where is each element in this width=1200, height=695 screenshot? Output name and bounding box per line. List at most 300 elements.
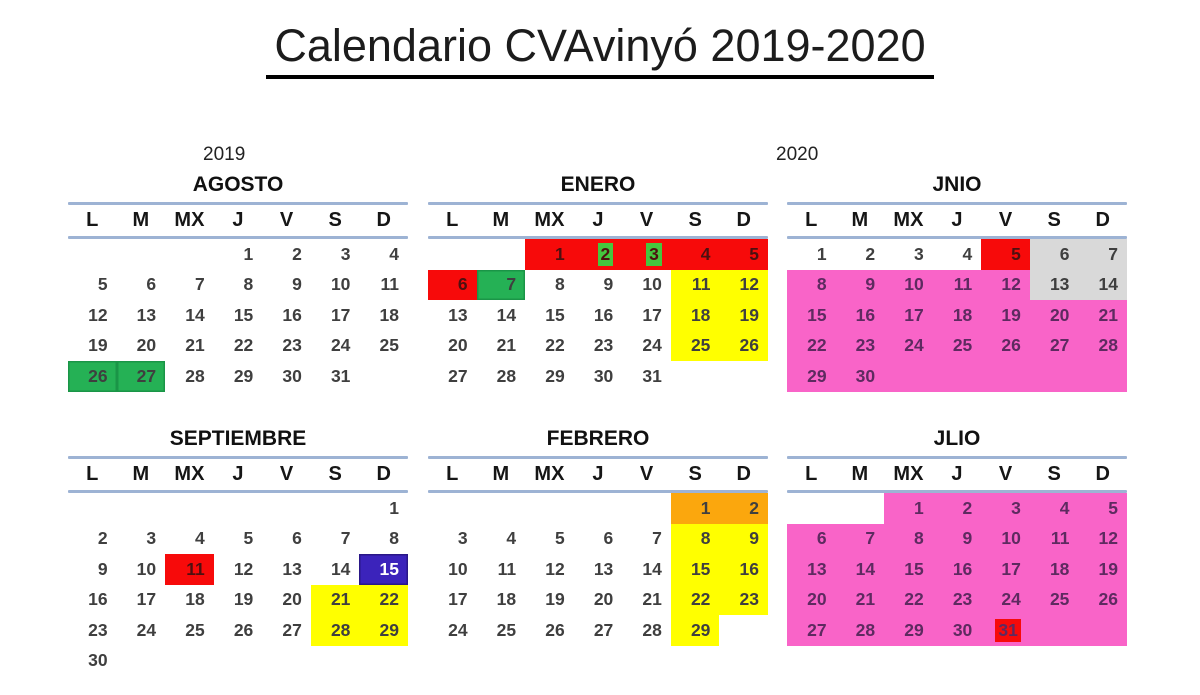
day-number: 24 (642, 335, 662, 355)
day-number: 15 (904, 558, 924, 579)
day-number: 5 (1108, 497, 1118, 518)
day-number: 23 (739, 589, 759, 609)
day-number: 27 (1049, 335, 1070, 355)
weekday-header: M (851, 209, 869, 231)
day-number: 23 (855, 335, 876, 355)
day-number: 1 (389, 497, 399, 518)
weekday-header: L (86, 463, 99, 485)
day-cell (214, 615, 263, 646)
day-number: 7 (506, 274, 517, 294)
day-number: 16 (593, 304, 614, 325)
day-cell (787, 615, 836, 646)
day-cell (981, 524, 1030, 555)
day-cell-empty (428, 493, 477, 524)
weekday-header: MX (534, 463, 565, 485)
day-cell (574, 270, 623, 301)
day-number: 17 (136, 589, 157, 609)
day-number: 5 (554, 528, 565, 548)
day-cell (836, 585, 885, 616)
day-cell (165, 524, 214, 555)
weekday-header: MX (534, 209, 565, 231)
day-cell (525, 300, 574, 331)
day-number: 29 (807, 365, 827, 386)
day-cell (1030, 270, 1079, 301)
day-cell (574, 585, 623, 616)
day-cell (719, 585, 768, 616)
day-cell (622, 585, 671, 616)
day-number: 11 (953, 274, 973, 294)
day-cell-empty (311, 493, 360, 524)
week-row (68, 361, 408, 392)
day-number: 22 (379, 589, 399, 609)
day-number: 2 (598, 243, 614, 267)
day-number: 10 (1001, 528, 1021, 548)
week-row (68, 270, 408, 301)
day-number: 25 (952, 335, 973, 355)
day-cell (311, 524, 360, 555)
weekday-header: S (328, 209, 342, 231)
day-number: 7 (340, 528, 351, 548)
weekday-header: S (1047, 209, 1061, 231)
day-cell-empty (981, 361, 1030, 392)
weekday-header-row (68, 459, 408, 490)
day-cell (311, 615, 360, 646)
week-row (428, 300, 768, 331)
weekday-header-row (787, 459, 1127, 490)
day-cell (787, 585, 836, 616)
day-cell (359, 239, 408, 270)
day-number: 21 (185, 335, 205, 355)
calendar-jlio (787, 426, 1127, 646)
weekday-header: S (328, 463, 342, 485)
day-cell (574, 361, 623, 392)
day-cell (981, 300, 1030, 331)
day-cell (836, 554, 885, 585)
day-cell (311, 361, 360, 392)
week-row (787, 493, 1127, 524)
day-cell (1078, 585, 1127, 616)
day-cell (311, 585, 360, 616)
day-cell (981, 493, 1030, 524)
day-cell (884, 331, 933, 362)
day-cell (477, 361, 526, 392)
day-cell (68, 554, 117, 585)
day-number: 3 (913, 243, 924, 264)
day-cell (574, 554, 623, 585)
day-number: 18 (185, 589, 205, 609)
day-cell (525, 361, 574, 392)
day-number: 25 (185, 619, 205, 640)
weekday-header-row (787, 205, 1127, 236)
day-number: 20 (593, 589, 614, 609)
day-number: 26 (1098, 589, 1118, 609)
day-cell (359, 554, 408, 585)
day-cell-empty (622, 493, 671, 524)
day-cell (787, 270, 836, 301)
day-cell (1030, 524, 1079, 555)
page-title-text: Calendario CVAvinyó 2019-2020 (266, 20, 933, 79)
day-number: 13 (807, 558, 827, 579)
day-number: 29 (379, 619, 399, 640)
day-cell (68, 270, 117, 301)
day-cell-empty (311, 646, 360, 677)
week-row (68, 331, 408, 362)
day-number: 21 (1098, 304, 1118, 325)
day-cell (1078, 270, 1127, 301)
day-cell (836, 270, 885, 301)
day-number: 22 (904, 589, 924, 609)
day-cell-empty (117, 493, 166, 524)
weekday-header-row (68, 205, 408, 236)
day-number: 8 (913, 528, 924, 548)
day-cell (68, 361, 117, 392)
day-number: 20 (1049, 304, 1070, 325)
day-cell-empty (477, 493, 526, 524)
day-cell (671, 300, 720, 331)
day-number: 13 (1049, 274, 1070, 294)
day-cell-empty (428, 239, 477, 270)
day-cell (428, 615, 477, 646)
day-number: 31 (995, 619, 1020, 643)
week-row (68, 646, 408, 677)
day-cell (262, 554, 311, 585)
day-number: 24 (136, 619, 157, 640)
weekday-header: J (232, 209, 244, 231)
weekday-header: L (86, 209, 99, 231)
day-number: 28 (642, 619, 662, 640)
day-number: 4 (700, 243, 711, 264)
day-cell-empty (671, 361, 720, 392)
calendar-enero (428, 172, 768, 392)
day-number: 4 (389, 243, 399, 264)
weekday-header: V (639, 463, 654, 485)
weekday-header: M (132, 463, 150, 485)
day-number: 15 (807, 304, 827, 325)
day-cell-empty (1030, 615, 1079, 646)
day-number: 9 (865, 274, 876, 294)
day-cell (262, 270, 311, 301)
day-number: 19 (233, 589, 254, 609)
day-number: 9 (97, 558, 108, 579)
day-cell (477, 270, 526, 301)
calendar-septiembre (68, 426, 408, 676)
day-cell (671, 615, 720, 646)
month-title: AGOSTO (192, 173, 284, 196)
weekday-header: S (1047, 463, 1061, 485)
day-cell (165, 270, 214, 301)
day-cell (165, 615, 214, 646)
weekday-header: J (592, 209, 604, 231)
day-cell-empty (719, 361, 768, 392)
day-number: 23 (952, 589, 973, 609)
day-number: 3 (457, 528, 468, 548)
day-number: 4 (1059, 497, 1070, 518)
day-number: 14 (642, 558, 662, 579)
day-number: 3 (146, 528, 157, 548)
day-cell (622, 361, 671, 392)
day-cell-empty (787, 493, 836, 524)
weekday-header: L (805, 463, 818, 485)
day-number: 24 (1001, 589, 1021, 609)
day-cell (68, 524, 117, 555)
day-number: 11 (380, 274, 399, 294)
day-number: 31 (642, 365, 662, 386)
weekday-header: S (688, 209, 702, 231)
day-number: 1 (700, 497, 711, 518)
day-cell (117, 554, 166, 585)
day-cell-empty (1030, 361, 1079, 392)
day-cell (262, 300, 311, 331)
day-number: 30 (88, 650, 108, 670)
weekday-header: M (132, 209, 150, 231)
day-cell (981, 331, 1030, 362)
day-cell (525, 615, 574, 646)
day-number: 9 (749, 528, 759, 548)
day-cell (117, 585, 166, 616)
weekday-header: M (851, 463, 869, 485)
day-cell (359, 493, 408, 524)
day-cell (68, 615, 117, 646)
day-cell (214, 300, 263, 331)
day-number: 3 (646, 243, 662, 267)
day-number: 23 (88, 619, 108, 640)
day-cell (981, 615, 1030, 646)
day-cell-empty (117, 239, 166, 270)
day-number: 8 (700, 528, 711, 548)
day-cell (311, 554, 360, 585)
day-number: 10 (642, 274, 662, 294)
day-cell (787, 239, 836, 270)
weekday-header-row (428, 459, 768, 490)
day-number: 25 (690, 335, 711, 355)
day-number: 21 (496, 335, 517, 355)
weekday-header: J (232, 463, 244, 485)
day-cell (719, 270, 768, 301)
day-cell (981, 239, 1030, 270)
day-cell (477, 331, 526, 362)
day-cell (165, 554, 214, 585)
day-cell-empty (574, 493, 623, 524)
day-cell (884, 554, 933, 585)
day-cell (214, 239, 263, 270)
day-number: 27 (136, 365, 157, 386)
day-number: 2 (962, 497, 973, 518)
day-number: 20 (282, 589, 302, 609)
day-cell (836, 361, 885, 392)
day-number: 7 (865, 528, 876, 548)
weekday-header: M (492, 463, 510, 485)
day-cell (1078, 524, 1127, 555)
day-cell (719, 493, 768, 524)
day-cell (787, 300, 836, 331)
weekday-header: M (492, 209, 510, 231)
day-number: 6 (603, 528, 614, 548)
day-cell (884, 493, 933, 524)
day-number: 15 (379, 558, 399, 579)
day-cell (933, 615, 982, 646)
day-cell (214, 554, 263, 585)
day-cell (214, 524, 263, 555)
day-number: 8 (554, 274, 565, 294)
week-row (428, 361, 768, 392)
day-cell (574, 300, 623, 331)
day-number: 22 (807, 335, 827, 355)
day-cell (165, 331, 214, 362)
day-cell (836, 331, 885, 362)
day-cell (933, 493, 982, 524)
day-cell (68, 646, 117, 677)
weekday-header: D (736, 463, 751, 485)
day-cell-empty (262, 646, 311, 677)
day-number: 26 (739, 335, 759, 355)
day-number: 27 (448, 365, 468, 386)
day-number: 28 (1098, 335, 1118, 355)
day-cell (836, 524, 885, 555)
week-row (787, 585, 1127, 616)
weekday-header: L (446, 463, 459, 485)
day-number: 11 (186, 558, 205, 579)
day-number: 30 (282, 365, 302, 386)
day-number: 16 (952, 558, 973, 579)
week-row (68, 300, 408, 331)
week-row (68, 554, 408, 585)
day-number: 15 (545, 304, 565, 325)
day-cell-empty (477, 239, 526, 270)
day-cell (428, 300, 477, 331)
day-number: 26 (545, 619, 565, 640)
day-cell (359, 300, 408, 331)
day-cell (428, 554, 477, 585)
day-cell (719, 239, 768, 270)
day-cell (525, 554, 574, 585)
day-cell (1078, 331, 1127, 362)
day-number: 10 (330, 274, 351, 294)
day-cell (477, 300, 526, 331)
day-cell (933, 270, 982, 301)
weekday-header: MX (893, 463, 924, 485)
day-number: 22 (690, 589, 711, 609)
day-cell (68, 331, 117, 362)
day-cell (884, 300, 933, 331)
day-cell (359, 524, 408, 555)
day-cell (428, 270, 477, 301)
day-cell (311, 300, 360, 331)
day-cell (1030, 493, 1079, 524)
calendar-agosto (68, 172, 408, 392)
day-number: 24 (448, 619, 468, 640)
day-cell (719, 300, 768, 331)
day-cell (262, 331, 311, 362)
day-cell (165, 585, 214, 616)
weekday-header: MX (893, 209, 924, 231)
day-cell (622, 270, 671, 301)
day-number: 18 (1049, 558, 1070, 579)
day-cell (981, 270, 1030, 301)
day-number: 21 (330, 589, 351, 609)
day-cell-empty (165, 493, 214, 524)
week-row (787, 331, 1127, 362)
day-cell (884, 524, 933, 555)
day-cell (884, 239, 933, 270)
day-cell-empty (117, 646, 166, 677)
day-cell (117, 361, 166, 392)
page-title (0, 20, 1200, 79)
day-number: 19 (88, 335, 108, 355)
day-cell (525, 524, 574, 555)
day-cell (477, 554, 526, 585)
weekday-header: V (639, 209, 654, 231)
day-number: 17 (1001, 558, 1021, 579)
day-number: 29 (904, 619, 924, 640)
month-title: SEPTIEMBRE (169, 427, 307, 450)
day-number: 13 (282, 558, 302, 579)
day-cell (933, 554, 982, 585)
day-number: 10 (136, 558, 157, 579)
day-number: 12 (1098, 528, 1118, 548)
day-cell (719, 554, 768, 585)
day-cell-empty (214, 646, 263, 677)
day-cell (359, 585, 408, 616)
day-cell (884, 615, 933, 646)
day-number: 30 (593, 365, 614, 386)
day-number: 14 (855, 558, 876, 579)
day-number: 2 (865, 243, 876, 264)
day-cell (933, 239, 982, 270)
day-cell (262, 585, 311, 616)
day-cell (884, 270, 933, 301)
day-number: 7 (1108, 243, 1118, 264)
weekday-header: L (446, 209, 459, 231)
day-number: 1 (816, 243, 827, 264)
day-cell (428, 585, 477, 616)
weekday-header: MX (174, 209, 205, 231)
day-number: 10 (904, 274, 924, 294)
day-number: 26 (233, 619, 254, 640)
day-cell-empty (68, 493, 117, 524)
day-cell-empty (884, 361, 933, 392)
day-cell (787, 331, 836, 362)
day-number: 23 (593, 335, 614, 355)
month-title: ENERO (560, 173, 636, 196)
day-cell (525, 331, 574, 362)
year-label-2020: 2020 (776, 144, 819, 165)
day-number: 7 (652, 528, 662, 548)
day-number: 27 (807, 619, 827, 640)
day-number: 9 (603, 274, 614, 294)
day-number: 17 (448, 589, 468, 609)
day-cell (1078, 493, 1127, 524)
day-number: 19 (1001, 304, 1021, 325)
day-cell (311, 331, 360, 362)
day-cell (574, 524, 623, 555)
week-row (428, 554, 768, 585)
day-number: 7 (194, 274, 205, 294)
day-cell (117, 331, 166, 362)
week-row (68, 239, 408, 270)
day-number: 28 (330, 619, 351, 640)
day-cell (671, 331, 720, 362)
day-number: 18 (952, 304, 973, 325)
day-number: 8 (816, 274, 827, 294)
day-number: 6 (292, 528, 302, 548)
day-cell-empty (214, 493, 263, 524)
day-cell (1078, 554, 1127, 585)
day-cell (525, 270, 574, 301)
weekday-header: S (688, 463, 702, 485)
day-cell (428, 331, 477, 362)
day-cell (622, 239, 671, 270)
day-number: 24 (904, 335, 924, 355)
